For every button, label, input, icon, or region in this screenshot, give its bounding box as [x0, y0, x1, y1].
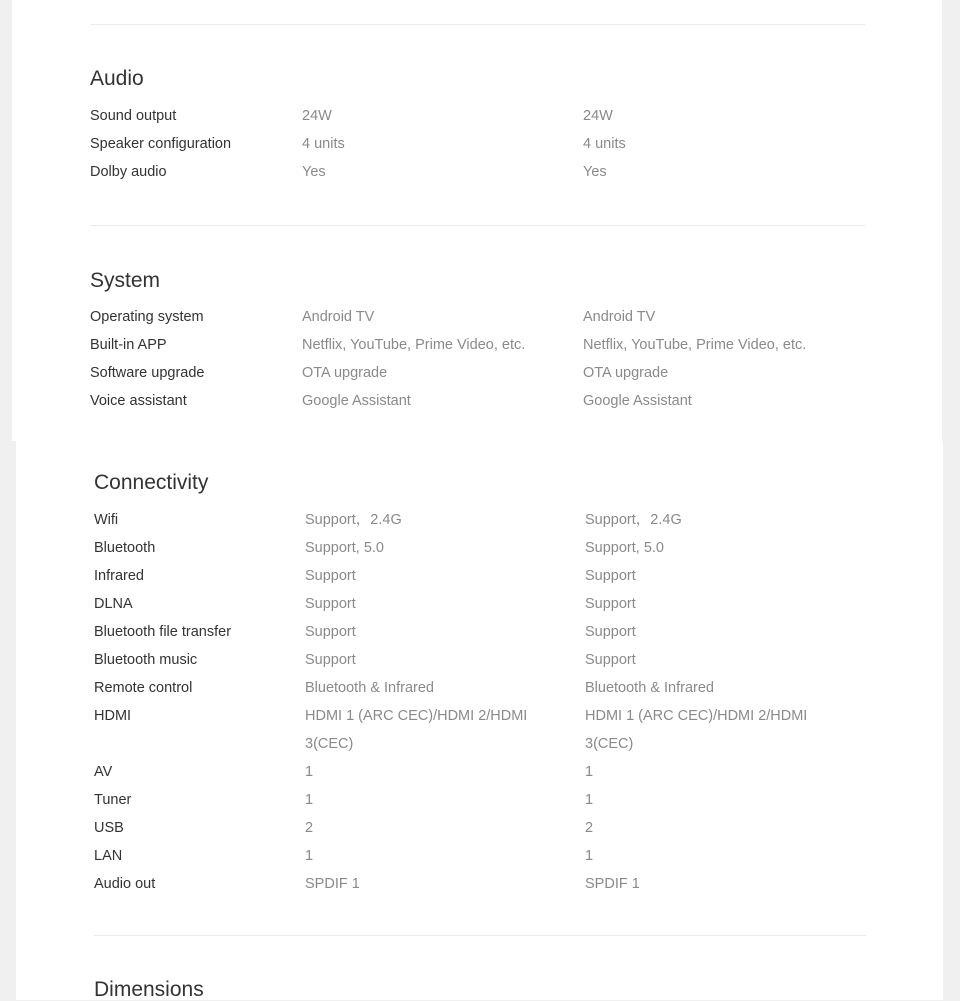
- spec-value-model-2: [585, 702, 807, 758]
- spec-value-model-2: Netflix, YouTube, Prime Video, etc.: [583, 337, 807, 353]
- spec-value-model-1: Yes: [302, 164, 326, 180]
- spec-value-model-2: 24W: [583, 108, 613, 124]
- spec-value-model-1: Android TV: [302, 309, 375, 325]
- spec-label: Sound output: [90, 108, 177, 124]
- spec-label: Operating system: [90, 309, 204, 325]
- spec-label: USB: [94, 820, 124, 836]
- spec-value-line: 3(CEC): [585, 736, 634, 752]
- spec-value-model-2: Android TV: [583, 309, 656, 325]
- spec-value-model-2: Bluetooth & Infrared: [585, 680, 714, 696]
- spec-label: Software upgrade: [90, 365, 205, 381]
- spec-value-model-2: Support, 5.0: [585, 540, 664, 556]
- spec-value-model-1: Support: [305, 596, 356, 612]
- spec-label: Speaker configuration: [90, 136, 232, 152]
- spec-value-model-2: Support: [585, 652, 636, 668]
- spec-label: Wifi: [94, 512, 119, 528]
- spec-value-model-1: 2: [305, 820, 314, 836]
- spec-value-line: 3(CEC): [305, 736, 354, 752]
- spec-value-model-2: Google Assistant: [583, 393, 692, 409]
- spec-label: Remote control: [94, 680, 193, 696]
- spec-value-model-1: OTA upgrade: [302, 365, 388, 381]
- spec-value-model-1: Support: [305, 568, 356, 584]
- spec-value-model-1: Support: [305, 652, 356, 668]
- spec-value-model-1: [305, 702, 527, 758]
- spec-label: Bluetooth music: [94, 652, 198, 668]
- spec-value-model-2: 1: [585, 792, 594, 808]
- spec-value-model-2: Support，2.4G: [585, 512, 682, 528]
- spec-value-model-1: Support, 5.0: [305, 540, 384, 556]
- spec-value-model-1: Support: [305, 624, 356, 640]
- spec-value-model-2: 4 units: [583, 136, 626, 152]
- spec-value-model-2: Support: [585, 568, 636, 584]
- spec-value-model-1: 24W: [302, 108, 332, 124]
- spec-label: Dolby audio: [90, 164, 167, 180]
- spec-value-model-1: 1: [305, 764, 314, 780]
- spec-label: HDMI: [94, 708, 132, 724]
- spec-label: Tuner: [94, 792, 132, 808]
- spec-value-model-2: 2: [585, 820, 594, 836]
- spec-label: Infrared: [94, 568, 144, 584]
- spec-value-model-2: Support: [585, 596, 636, 612]
- spec-value-model-1: 4 units: [302, 136, 345, 152]
- spec-value-model-2: 1: [585, 764, 594, 780]
- spec-label: Bluetooth file transfer: [94, 624, 232, 640]
- spec-value-model-1: Support，2.4G: [305, 512, 402, 528]
- section-title-dimensions: Dimensions: [94, 978, 204, 1001]
- section-title-system: System: [90, 269, 161, 292]
- spec-value-line: HDMI 1 (ARC CEC)/HDMI 2/HDMI: [585, 708, 808, 724]
- spec-label: LAN: [94, 848, 123, 864]
- section-divider: [90, 24, 865, 25]
- section-title-audio: Audio: [90, 67, 144, 90]
- section-title-connectivity: Connectivity: [94, 471, 209, 494]
- spec-value-model-2: SPDIF 1: [585, 876, 640, 892]
- spec-value-model-2: 1: [585, 848, 594, 864]
- spec-value-model-2: OTA upgrade: [583, 365, 669, 381]
- spec-panel-top: [12, 0, 942, 441]
- spec-value-line: HDMI 1 (ARC CEC)/HDMI 2/HDMI: [305, 708, 528, 724]
- spec-value-model-1: Bluetooth & Infrared: [305, 680, 434, 696]
- spec-label: Audio out: [94, 876, 156, 892]
- spec-value-model-1: Google Assistant: [302, 393, 411, 409]
- spec-label: Voice assistant: [90, 393, 187, 409]
- spec-label: Built-in APP: [90, 337, 167, 353]
- spec-value-model-2: Yes: [583, 164, 607, 180]
- spec-label: AV: [94, 764, 113, 780]
- spec-value-model-2: Support: [585, 624, 636, 640]
- section-divider: [94, 935, 866, 936]
- spec-value-model-1: SPDIF 1: [305, 876, 360, 892]
- spec-label: DLNA: [94, 596, 133, 612]
- spec-label: Bluetooth: [94, 540, 156, 556]
- spec-value-model-1: 1: [305, 848, 314, 864]
- section-divider: [90, 225, 865, 226]
- spec-value-model-1: 1: [305, 792, 314, 808]
- spec-value-model-1: Netflix, YouTube, Prime Video, etc.: [302, 337, 526, 353]
- spec-panel-bottom: [16, 441, 943, 1000]
